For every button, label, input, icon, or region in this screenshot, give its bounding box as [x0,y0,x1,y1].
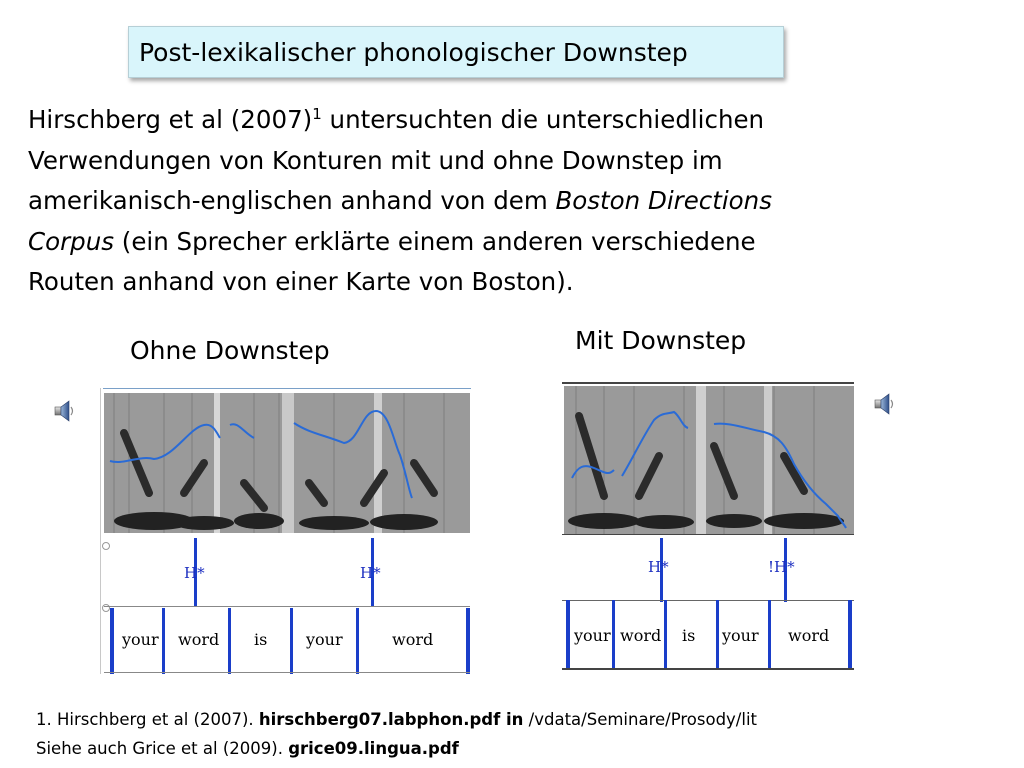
footnote-path: /vdata/Seminare/Prosody/lit [523,710,757,729]
footnote-text: Siehe auch Grice et al (2009). [36,739,289,758]
footnote-text: 1. Hirschberg et al (2007). [36,710,259,729]
paragraph-line-4 [28,222,908,263]
label-mit-downstep: Mit Downstep [575,326,747,355]
tone-label: H* [648,558,669,576]
speaker-icon[interactable] [52,398,78,424]
footnote-1 [36,710,757,729]
spectrogram-image [564,386,854,534]
word-label: your [574,626,611,645]
citation-text: Hirschberg et al (2007) [28,105,313,135]
footnote-2 [36,739,459,758]
body-paragraph [28,94,908,303]
corpus-name: Boston Directions [555,186,772,216]
spectrogram-panel-ohne-downstep [100,388,472,674]
footnote-file-link[interactable]: grice09.lingua.pdf [288,739,459,758]
paragraph-text: untersuchten die unterschiedlichen [321,105,765,135]
spectrogram-panel-mit-downstep [562,382,856,672]
spectrogram-image [104,393,470,533]
word-label: is [254,630,268,649]
word-label: your [122,630,159,649]
tone-label: !H* [768,558,795,576]
paragraph-text: amerikanisch-englischen anhand von dem [28,186,556,216]
word-label: is [682,626,696,645]
slide-title: Post-lexikalischer phonologischer Downstep [128,26,784,78]
word-label: word [788,626,830,645]
word-label: word [620,626,662,645]
paragraph-text: (ein Sprecher erklärte einem anderen verschiedene [114,226,756,256]
word-label: word [392,630,434,649]
word-label: your [306,630,343,649]
paragraph-line-3 [28,181,908,222]
speaker-icon[interactable] [872,391,898,417]
footnote-marker: 1 [312,105,322,123]
footnote-file-link[interactable]: hirschberg07.labphon.pdf in [258,710,524,729]
label-ohne-downstep: Ohne Downstep [130,336,330,365]
tone-label: H* [184,564,205,582]
paragraph-line-2: Verwendungen von Konturen mit und ohne Downstep im [28,145,723,175]
word-label: your [722,626,759,645]
tone-label: H* [360,564,381,582]
paragraph-line-1 [28,94,908,141]
word-label: word [178,630,220,649]
corpus-name: Corpus [28,226,115,256]
paragraph-line-5: Routen anhand von einer Karte von Boston). [28,267,574,297]
